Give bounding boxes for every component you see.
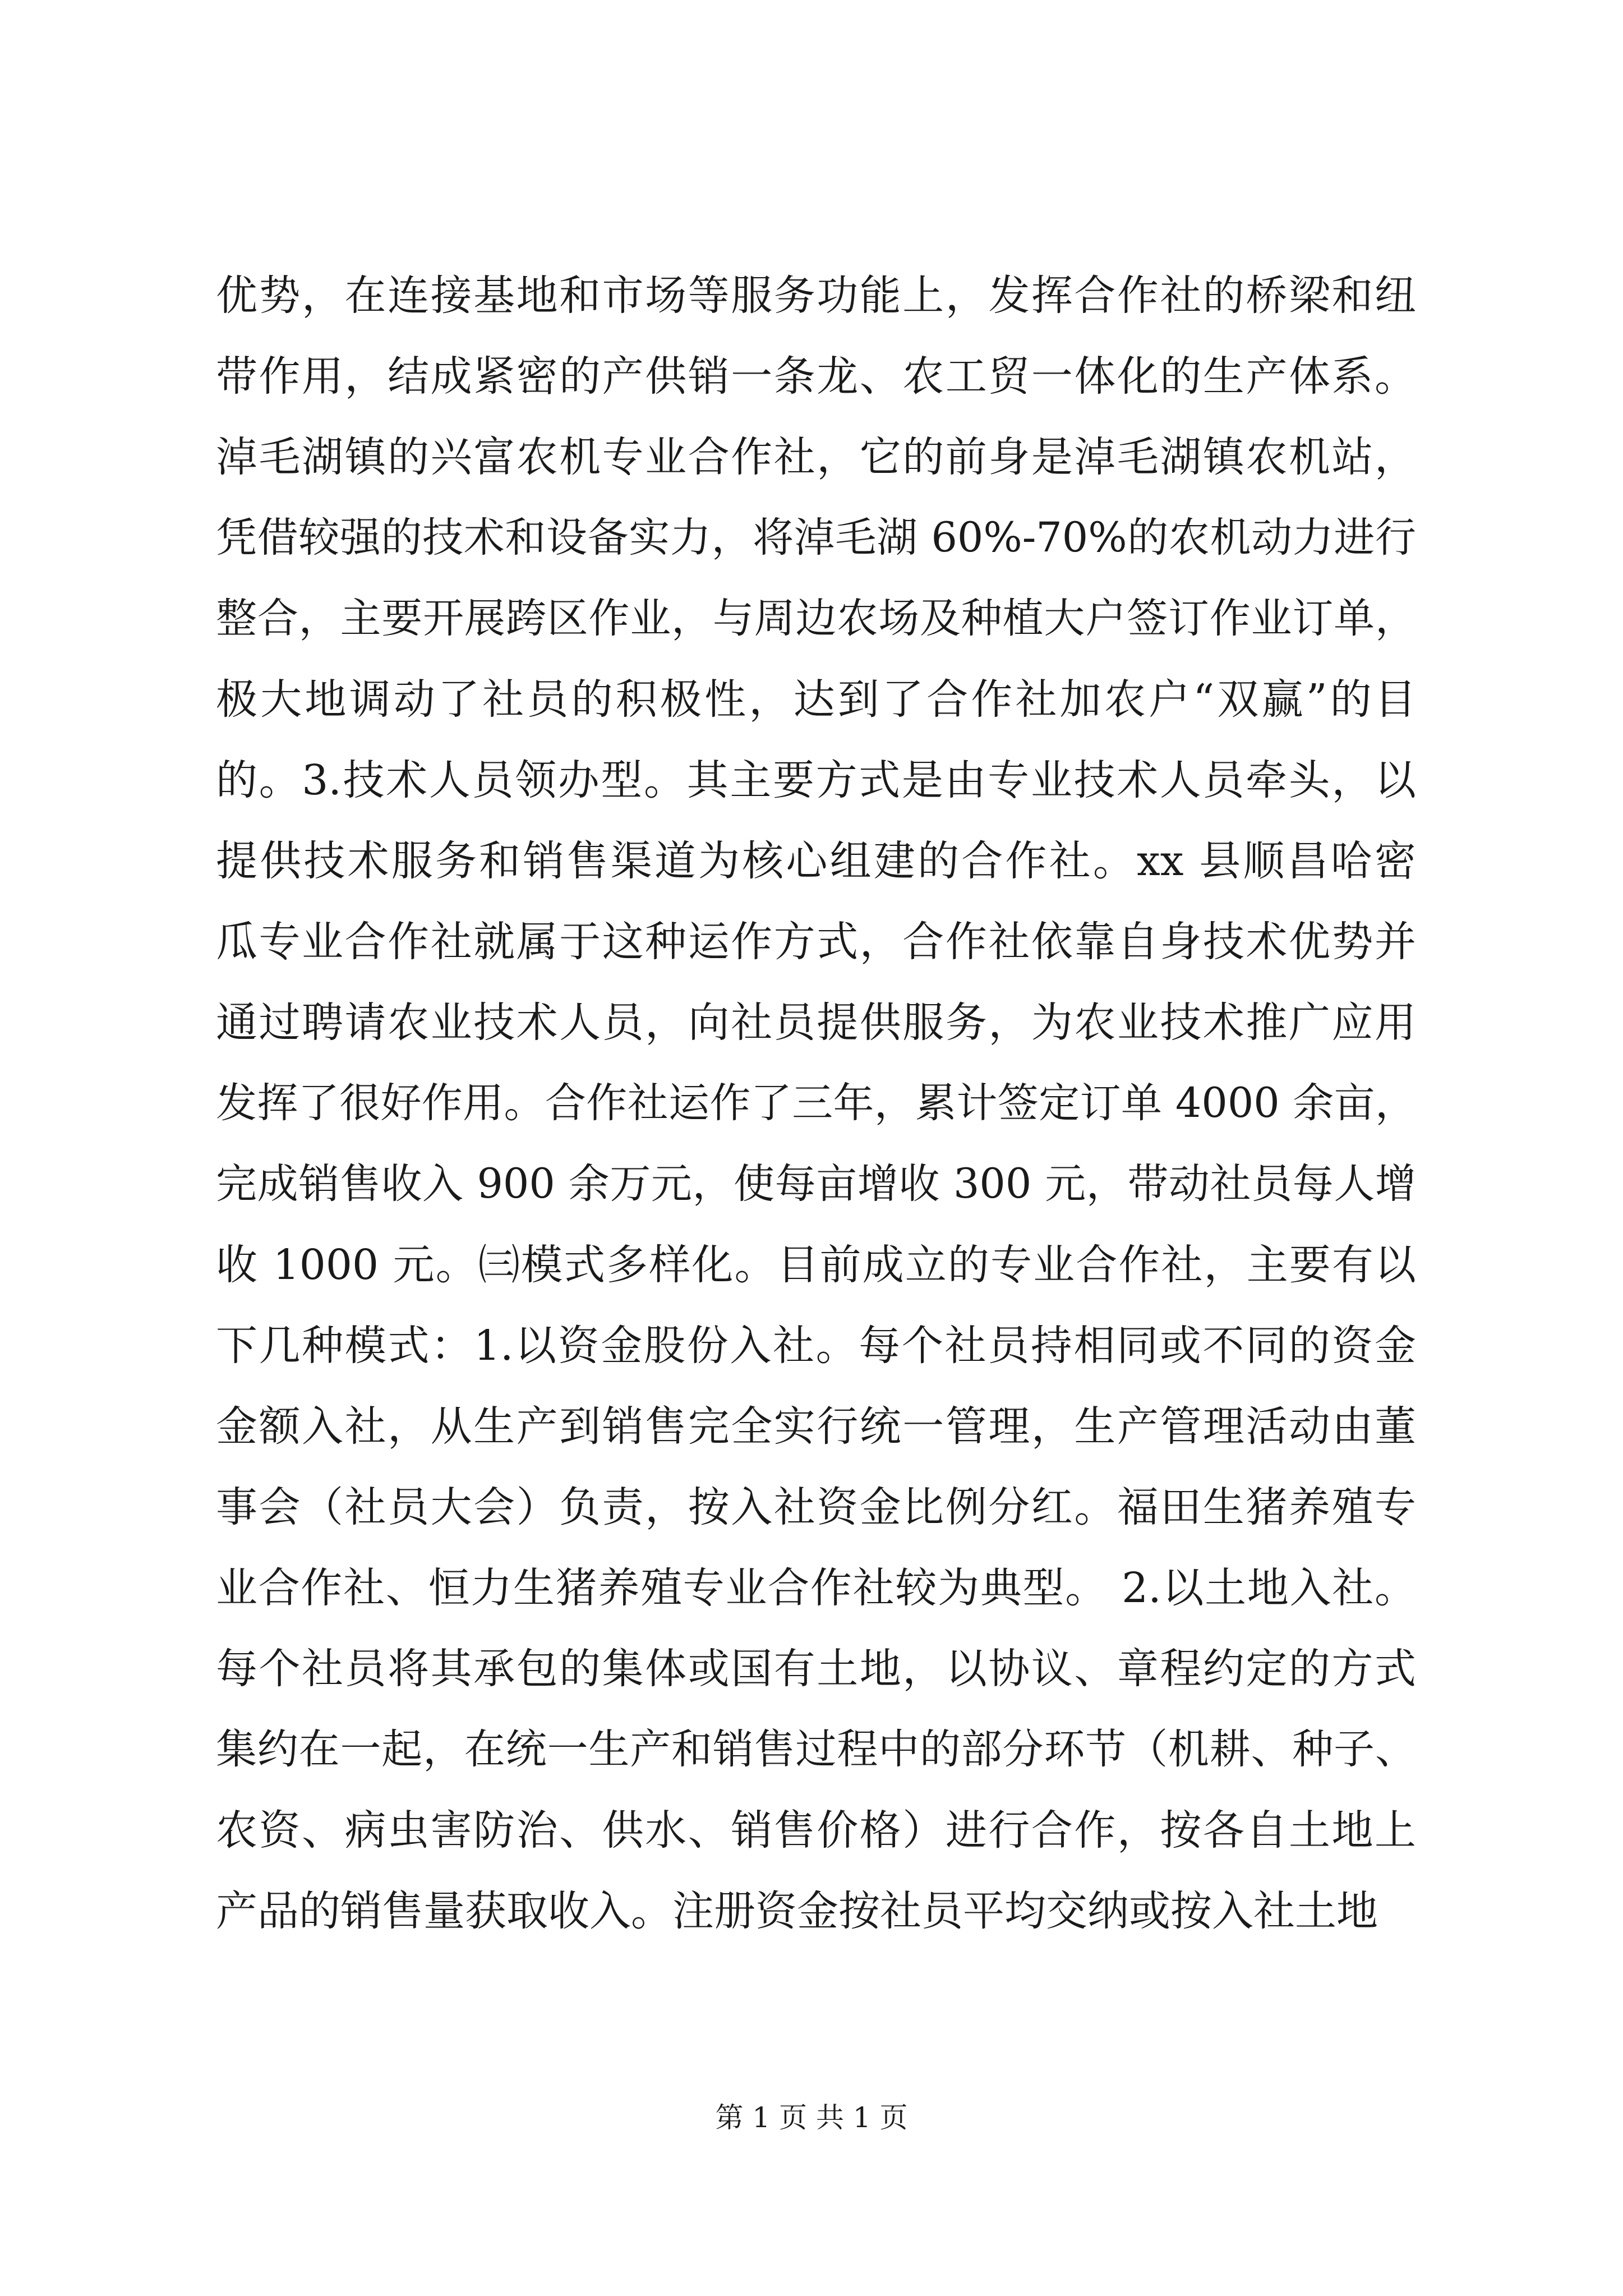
text-line: 农资、病虫害防治、供水、销售价格）进行合作，按各自土地上	[216, 1806, 1416, 1855]
text-line: 带作用，结成紧密的产供销一条龙、农工贸一体化的生产体系。	[216, 352, 1416, 401]
text-line: 整合，主要开展跨区作业，与周边农场及种植大户签订作业订单，	[216, 595, 1416, 642]
text-line: 金额入社，从生产到销售完全实行统一管理，生产管理活动由董	[216, 1402, 1416, 1451]
text-line: 的。3.技术人员领办型。其主要方式是由专业技术人员牵头，以	[216, 756, 1416, 804]
text-line: 极大地调动了社员的积极性，达到了合作社加农户“双赢”的目	[216, 675, 1416, 724]
text-line: 集约在一起，在统一生产和销售过程中的部分环节（机耕、种子、	[216, 1726, 1416, 1773]
text-line: 业合作社、恒力生猪养殖专业合作社较为典型。 2.以土地入社。	[216, 1564, 1416, 1612]
text-line: 发挥了很好作用。合作社运作了三年，累计签定订单 4000 余亩，	[216, 1079, 1416, 1127]
page-number-footer: 第 1 页 共 1 页	[715, 2101, 908, 2134]
text-line: 收 1000 元。㈢模式多样化。目前成立的专业合作社，主要有以	[216, 1241, 1416, 1289]
text-line: 优势，在连接基地和市场等服务功能上，发挥合作社的桥梁和纽	[216, 272, 1416, 320]
text-line: 凭借较强的技术和设备实力，将淖毛湖 60%-70%的农机动力进行	[216, 514, 1416, 562]
text-line: 产品的销售量获取收入。注册资金按社员平均交纳或按入社土地	[216, 1887, 1378, 1935]
text-line: 完成销售收入 900 余万元，使每亩增收 300 元，带动社员每人增	[216, 1160, 1416, 1208]
text-line: 淖毛湖镇的兴富农机专业合作社，它的前身是淖毛湖镇农机站，	[216, 433, 1416, 481]
text-line: 每个社员将其承包的集体或国有土地，以协议、章程约定的方式	[216, 1645, 1416, 1693]
text-line: 通过聘请农业技术人员，向社员提供服务，为农业技术推广应用	[216, 999, 1416, 1047]
text-line: 提供技术服务和销售渠道为核心组建的合作社。xx 县顺昌哈密	[216, 837, 1416, 885]
text-line: 瓜专业合作社就属于这种运作方式，合作社依靠自身技术优势并	[216, 918, 1416, 966]
body-paragraph	[216, 255, 1416, 1952]
text-line: 事会（社员大会）负责，按入社资金比例分红。福田生猪养殖专	[216, 1483, 1416, 1531]
text-line: 下几种模式：1.以资金股份入社。每个社员持相同或不同的资金	[216, 1322, 1416, 1370]
